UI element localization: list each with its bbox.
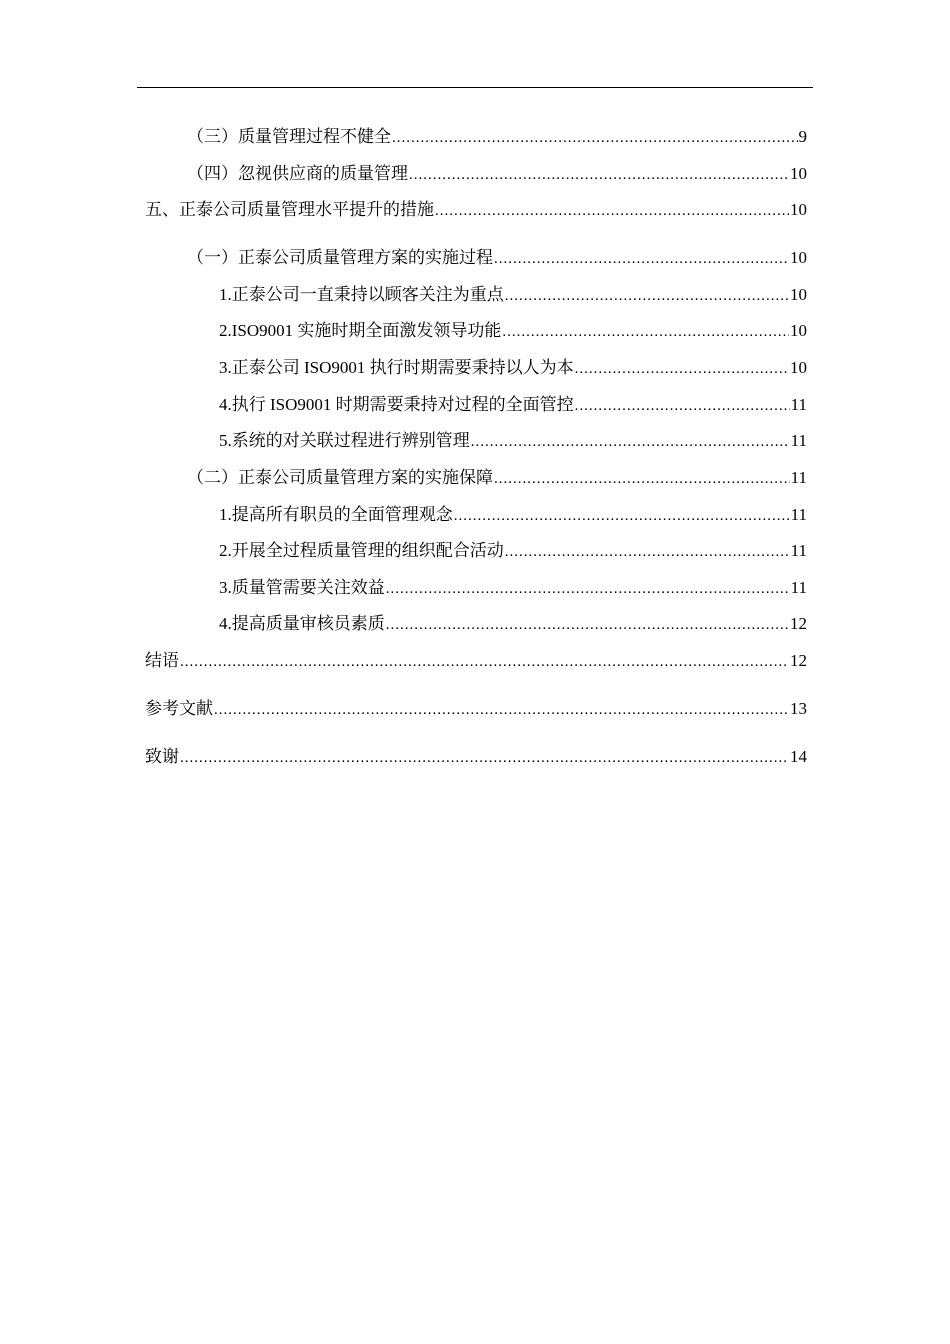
toc-entry-page: 13 xyxy=(790,699,807,718)
toc-entry-title: 3.正泰公司 ISO9001 执行时期需要秉持以人为本 xyxy=(219,358,574,377)
toc-entry-page: 11 xyxy=(790,541,807,560)
toc-dot-leader xyxy=(386,614,789,636)
toc-entry-page: 12 xyxy=(790,651,807,670)
toc-entry-page: 11 xyxy=(790,468,807,487)
toc-entry-page: 11 xyxy=(790,505,807,524)
toc-dot-leader xyxy=(505,541,790,563)
toc-entry[interactable] xyxy=(219,577,807,600)
toc-entry-title: 3.质量管需要关注效益 xyxy=(219,578,385,597)
toc-entry-title: 五、正泰公司质量管理水平提升的措施 xyxy=(145,200,434,219)
toc-entry[interactable] xyxy=(145,650,807,673)
toc-entry[interactable] xyxy=(219,320,807,343)
toc-dot-leader xyxy=(494,248,789,270)
toc-entry-title: （四）忽视供应商的质量管理 xyxy=(187,164,408,183)
toc-entry[interactable] xyxy=(145,199,807,222)
toc-entry[interactable] xyxy=(187,247,807,270)
toc-entry[interactable] xyxy=(187,126,807,149)
toc-entry-page: 10 xyxy=(790,321,807,340)
toc-dot-leader xyxy=(180,747,789,769)
toc-entry-title: 参考文献 xyxy=(145,699,213,718)
toc-entry-title: 致谢 xyxy=(145,747,179,766)
toc-entry[interactable] xyxy=(187,163,807,186)
toc-entry-page: 11 xyxy=(790,431,807,450)
toc-entry-page: 14 xyxy=(790,747,807,766)
toc-entry[interactable] xyxy=(219,394,807,417)
toc-dot-leader xyxy=(386,578,790,600)
toc-entry[interactable] xyxy=(219,540,807,563)
toc-entry-page: 10 xyxy=(790,248,807,267)
toc-dot-leader xyxy=(471,431,790,453)
toc-entry-title: 2.ISO9001 实施时期全面激发领导功能 xyxy=(219,321,502,340)
toc-dot-leader xyxy=(435,200,789,222)
toc-entry-page: 11 xyxy=(790,395,807,414)
toc-entry-page: 10 xyxy=(790,285,807,304)
toc-dot-leader xyxy=(494,468,790,490)
toc-dot-leader xyxy=(505,285,789,307)
toc-dot-leader xyxy=(214,699,789,721)
toc-entry[interactable] xyxy=(187,467,807,490)
toc-entry-title: （一）正泰公司质量管理方案的实施过程 xyxy=(187,248,493,267)
toc-entry-title: 结语 xyxy=(145,651,179,670)
toc-entry-page: 10 xyxy=(790,200,807,219)
toc-entry[interactable] xyxy=(145,746,807,769)
toc-dot-leader xyxy=(575,358,789,380)
toc-entry-page: 10 xyxy=(790,358,807,377)
toc-entry[interactable] xyxy=(219,357,807,380)
toc-entry-page: 11 xyxy=(790,578,807,597)
toc-entry-title: 4.执行 ISO9001 时期需要秉持对过程的全面管控 xyxy=(219,395,574,414)
toc-entry-title: 1.正泰公司一直秉持以顾客关注为重点 xyxy=(219,285,504,304)
toc-entry-title: 1.提高所有职员的全面管理观念 xyxy=(219,505,453,524)
toc-entry[interactable] xyxy=(219,613,807,636)
toc-dot-leader xyxy=(575,395,790,417)
toc-entry[interactable] xyxy=(219,284,807,307)
toc-entry-title: 5.系统的对关联过程进行辨别管理 xyxy=(219,431,470,450)
toc-entry-page: 10 xyxy=(790,164,807,183)
toc-entry-page: 12 xyxy=(790,614,807,633)
toc-entry[interactable] xyxy=(219,430,807,453)
toc-dot-leader xyxy=(502,321,789,343)
toc-entry-title: （二）正泰公司质量管理方案的实施保障 xyxy=(187,468,493,487)
toc-entry-title: 2.开展全过程质量管理的组织配合活动 xyxy=(219,541,504,560)
toc-entry-title: 4.提高质量审核员素质 xyxy=(219,614,385,633)
toc-dot-leader xyxy=(454,505,790,527)
toc-entry[interactable] xyxy=(145,698,807,721)
header-rule xyxy=(137,87,813,88)
toc-entry-page: 9 xyxy=(798,127,807,146)
toc-entry[interactable] xyxy=(219,504,807,527)
toc-dot-leader xyxy=(409,164,789,186)
toc-entry-title: （三）质量管理过程不健全 xyxy=(187,127,391,146)
toc-dot-leader xyxy=(180,651,789,673)
toc-dot-leader xyxy=(392,127,798,149)
